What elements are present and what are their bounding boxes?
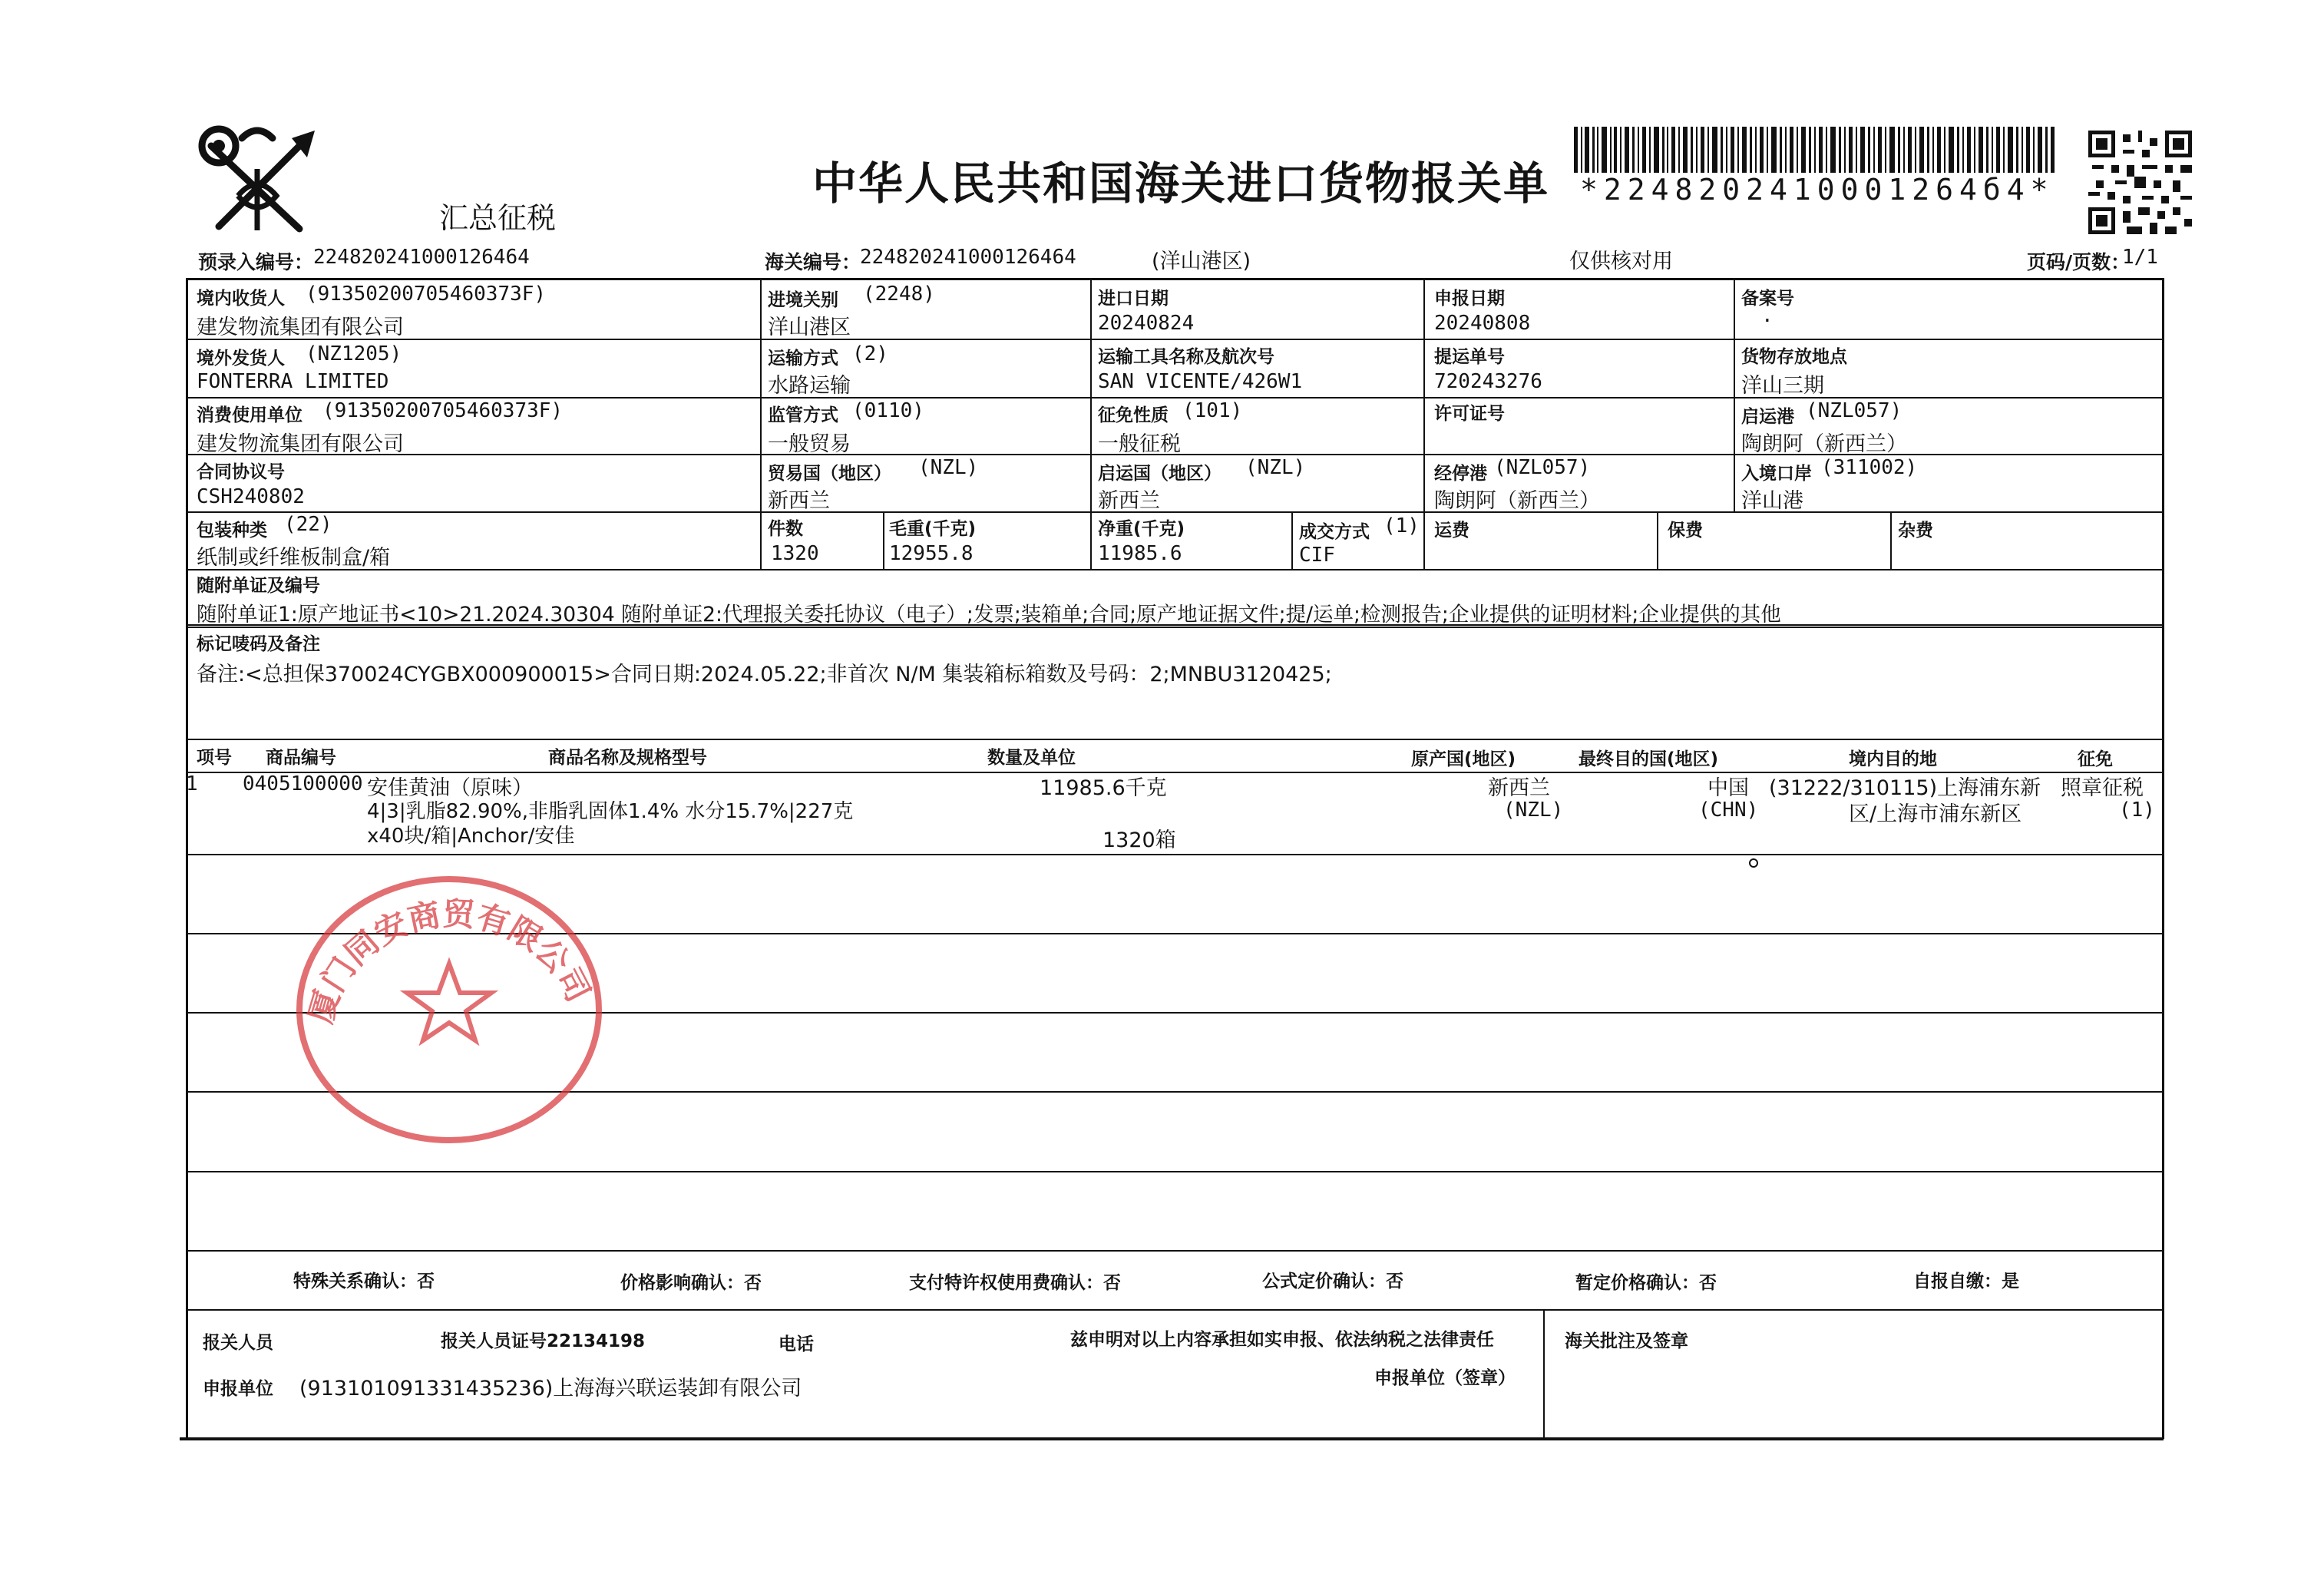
royalty-confirm: 支付特许权使用费确认：否: [909, 1273, 1121, 1293]
summary-levy-subtitle: 汇总征税: [439, 201, 557, 235]
consignee-code: (91350200705460373F): [306, 283, 547, 306]
gross-weight-value: 12955.8: [889, 542, 974, 565]
consignee-name: 建发物流集团有限公司: [197, 316, 404, 339]
departure-port-label: 启运港: [1741, 407, 1794, 427]
item-dest-code: (CHN): [1698, 799, 1759, 822]
user-unit-code: (91350200705460373F): [322, 399, 564, 422]
price-influence-confirm: 价格影响确认：否: [620, 1273, 762, 1293]
company-seal: [284, 856, 614, 1148]
special-relation-confirm: 特殊关系确认：否: [293, 1272, 435, 1291]
departure-port-code: (NZL057): [1806, 399, 1903, 422]
col-destination: 最终目的国(地区): [1579, 749, 1719, 769]
phone-label: 电话: [779, 1334, 814, 1354]
item-spec-line1: 4|3|乳脂82.90%,非脂乳固体1.4% 水分15.7%|227克: [367, 800, 854, 823]
contract-label: 合同协议号: [197, 462, 285, 482]
declare-date-label: 申报日期: [1434, 289, 1505, 309]
col-origin: 原产国(地区): [1411, 749, 1516, 769]
trade-country-label: 贸易国（地区）: [768, 464, 891, 484]
transport-name: 水路运输: [768, 374, 851, 398]
consignor-label: 境外发货人: [197, 349, 285, 369]
item-name: 安佳黄油（原味）: [367, 776, 533, 800]
declarant-cert-label: 报关人员证号22134198: [441, 1331, 646, 1351]
barcode-icon: [1574, 127, 2058, 173]
user-unit-name: 建发物流集团有限公司: [197, 432, 404, 456]
item-domestic-line1: (31222/310115)上海浦东新: [1769, 776, 2041, 800]
bl-value: 720243276: [1434, 370, 1542, 393]
declarer-unit-label: 申报单位: [203, 1379, 273, 1399]
entry-port-name: 洋山港: [1741, 489, 1803, 513]
entry-customs-name: 洋山港区: [768, 316, 851, 339]
item-levy-line1: 照章征税: [2061, 776, 2144, 800]
qr-code-icon: [2088, 131, 2192, 234]
bl-label: 提运单号: [1434, 347, 1505, 367]
consignee-label: 境内收货人: [197, 289, 285, 309]
page-title: 中华人民共和国海关进口货物报关单: [812, 157, 1550, 210]
vessel-label: 运输工具名称及航次号: [1098, 347, 1274, 367]
supervision-label: 监管方式: [768, 405, 838, 425]
origin-country-label: 启运国（地区）: [1098, 464, 1222, 484]
freight-label: 运费: [1434, 521, 1469, 541]
customs-approval-label: 海关批注及签章: [1565, 1331, 1688, 1351]
transport-code: (2): [852, 342, 888, 365]
user-unit-label: 消费使用单位: [197, 405, 302, 425]
entry-customs-code: (2248): [863, 283, 935, 306]
item-no: 1: [186, 772, 198, 795]
package-label: 包装种类: [197, 521, 267, 541]
net-weight-value: 11985.6: [1098, 542, 1182, 565]
provisional-price-confirm: 暂定价格确认：否: [1575, 1273, 1717, 1293]
declarer-seal-label: 申报单位（签章）: [1374, 1368, 1516, 1388]
misc-fee-label: 杂费: [1898, 521, 1933, 541]
transport-label: 运输方式: [768, 349, 838, 369]
item-spec-line2: x40块/箱|Anchor/安佳: [367, 825, 575, 848]
docs-value: 随附单证1:原产地证书<10>21.2024.30304 随附单证2:代理报关委托协议（电子）;发票;装箱单;合同;原产地证据文件;提/运单;检测报告;企业提供的证明材料;企业提供的其他: [197, 603, 1781, 627]
formula-price-confirm: 公式定价确认：否: [1262, 1272, 1403, 1291]
vessel-value: SAN VICENTE/426W1: [1098, 370, 1303, 393]
supervision-name: 一般贸易: [768, 432, 851, 456]
gross-weight-label: 毛重(千克): [889, 519, 977, 539]
customs-no-label: 海关编号：: [765, 251, 861, 273]
declarant-label: 报关人员: [203, 1333, 273, 1353]
package-name: 纸制或纤维板制盒/箱: [197, 546, 391, 570]
ink-dot: [1749, 858, 1758, 868]
item-levy-line2: (1): [2119, 799, 2155, 822]
declarer-unit-value: (913101091331435236)上海海兴联运装卸有限公司: [299, 1377, 802, 1401]
stop-port-name: 陶朗阿（新西兰）: [1434, 489, 1600, 513]
preentry-number: 224820241000126464: [313, 246, 530, 269]
page-count-value: 1/1: [2122, 246, 2158, 269]
item-origin-code: (NZL): [1503, 799, 1564, 822]
supervision-code: (0110): [852, 399, 924, 422]
origin-country-name: 新西兰: [1098, 489, 1160, 513]
legal-statement: 兹申明对以上内容承担如实申报、依法纳税之法律责任: [1070, 1330, 1494, 1350]
customs-number: 224820241000126464: [860, 246, 1076, 269]
preentry-label: 预录入编号：: [198, 251, 314, 273]
import-date: 20240824: [1098, 312, 1195, 335]
marks-label: 标记唛码及备注: [197, 634, 320, 654]
insurance-label: 保费: [1668, 521, 1703, 541]
consignor-name: FONTERRA LIMITED: [197, 370, 389, 393]
docs-label: 随附单证及编号: [197, 576, 320, 596]
declare-date: 20240808: [1434, 312, 1531, 335]
check-only-note: 仅供核对用: [1569, 250, 1673, 273]
storage-label: 货物存放地点: [1741, 347, 1847, 367]
barcode-text: *2248202410001264б4*: [1580, 173, 2055, 207]
item-qty-2: 1320箱: [1102, 828, 1176, 852]
net-weight-label: 净重(千克): [1098, 519, 1185, 539]
trade-country-name: 新西兰: [768, 489, 830, 513]
self-pay-confirm: 自报自缴：是: [1913, 1272, 2019, 1291]
import-date-label: 进口日期: [1098, 289, 1169, 309]
entry-port-code: (311002): [1821, 456, 1918, 479]
marks-value: 备注:<总担保370024CYGBX000900015>合同日期:2024.05.22;非首次 N/M 集装箱标箱数及号码：2;MNBU3120425;: [197, 663, 1332, 686]
pieces-value: 1320: [771, 542, 819, 565]
item-domestic-line2: 区/上海市浦东新区: [1849, 802, 2022, 826]
entry-customs-label: 进境关别: [768, 290, 838, 310]
stop-port-code: (NZL057): [1494, 456, 1591, 479]
item-origin-name: 新西兰: [1488, 776, 1550, 800]
col-item-no: 项号: [197, 748, 232, 768]
record-no-label: 备案号: [1741, 289, 1794, 309]
levy-nature-label: 征免性质: [1098, 405, 1169, 425]
trade-country-code: (NZL): [918, 456, 979, 479]
record-no-value: .: [1761, 304, 1774, 327]
port-area: (洋山港区): [1152, 250, 1251, 273]
customs-emblem-icon: [196, 123, 319, 238]
levy-nature-code: (101): [1182, 399, 1243, 422]
item-qty-1: 11985.6千克: [1040, 776, 1167, 800]
page-count-label: 页码/页数：: [2027, 251, 2131, 273]
stop-port-label: 经停港: [1434, 464, 1487, 484]
levy-nature-name: 一般征税: [1098, 432, 1181, 456]
contract-value: CSH240802: [197, 485, 305, 508]
terms-label: 成交方式: [1299, 522, 1370, 542]
seal-text: 厦门同安商贸有限公司: [301, 895, 598, 1028]
col-domestic-dest: 境内目的地: [1849, 749, 1937, 769]
col-code: 商品编号: [266, 748, 336, 768]
entry-port-label: 入境口岸: [1741, 464, 1812, 484]
col-qty-unit: 数量及单位: [987, 748, 1076, 768]
storage-value: 洋山三期: [1741, 374, 1824, 398]
consignor-code: (NZ1205): [306, 342, 402, 365]
pieces-label: 件数: [768, 519, 803, 539]
departure-port-name: 陶朗阿（新西兰）: [1741, 432, 1907, 456]
col-levy: 征免: [2078, 749, 2113, 769]
license-label: 许可证号: [1434, 404, 1505, 424]
item-dest-name: 中国: [1707, 776, 1749, 800]
terms-code: (1): [1383, 514, 1420, 537]
item-code: 0405100000: [243, 772, 363, 795]
package-code: (22): [284, 513, 332, 536]
col-name-spec: 商品名称及规格型号: [548, 748, 707, 768]
origin-country-code: (NZL): [1245, 456, 1306, 479]
terms-value: CIF: [1299, 544, 1335, 567]
